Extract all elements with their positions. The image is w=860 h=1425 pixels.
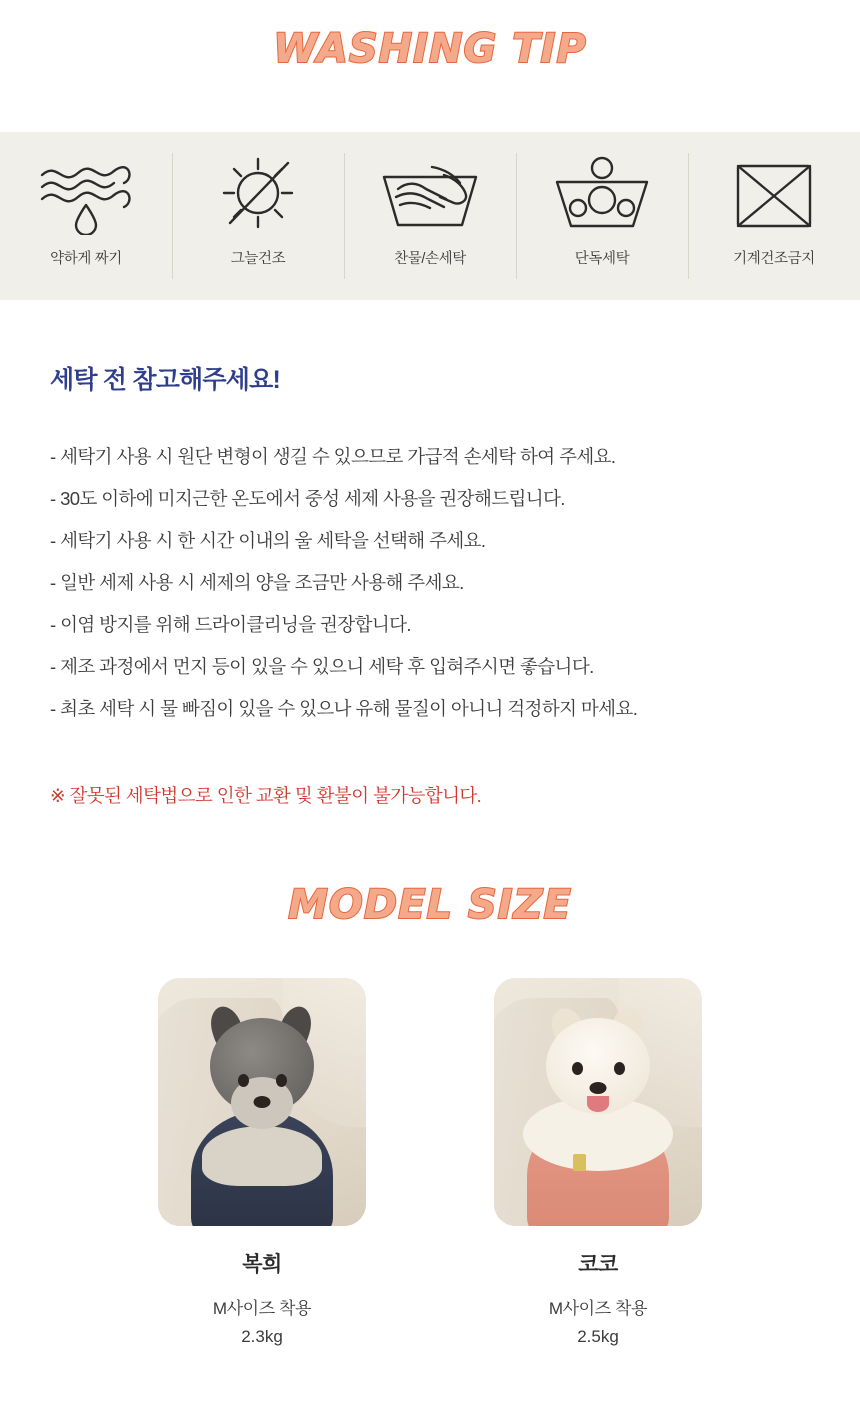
washing-icon-label: 단독세탁 <box>574 251 630 267</box>
washing-icon-strip <box>0 132 860 300</box>
model-card <box>494 978 702 1347</box>
washing-icon-label: 찬물/손세탁 <box>394 251 466 267</box>
washing-icon-cell-shade-dry <box>172 151 344 281</box>
note-item: - 제조 과정에서 먼지 등이 있을 수 있으니 세탁 후 입혀주시면 좋습니다. <box>50 656 594 677</box>
note-item: - 일반 세제 사용 시 세제의 양을 조금만 사용해 주세요. <box>50 572 464 593</box>
washing-icon-cell-separate-wash <box>516 151 688 281</box>
model-card <box>158 978 366 1347</box>
washing-icon-label: 약하게 짜기 <box>50 251 122 267</box>
model-weight: 2.3kg <box>241 1327 283 1346</box>
model-photo <box>158 978 366 1226</box>
gentle-wring-icon <box>28 151 144 237</box>
notes-heading: 세탁 전 참고해주세요! <box>50 366 280 394</box>
note-item: - 세탁기 사용 시 원단 변형이 생길 수 있으므로 가급적 손세탁 하여 주세요. <box>50 446 616 467</box>
washing-icon-cell-gentle-wring <box>0 151 172 281</box>
model-wear-size: M사이즈 착용 <box>212 1299 312 1318</box>
model-name: 복희 <box>242 1253 282 1276</box>
washing-icon-cell-hand-wash <box>344 151 516 281</box>
model-size-title: MODEL SIZE <box>288 882 572 928</box>
model-wear-size: M사이즈 착용 <box>548 1299 648 1318</box>
washing-icon-cell-no-machine-dry <box>688 151 860 281</box>
shade-dry-icon <box>210 151 306 237</box>
model-photo <box>494 978 702 1226</box>
warning-text: ※ 잘못된 세탁법으로 인한 교환 및 환불이 불가능합니다. <box>50 785 482 806</box>
note-item: - 30도 이하에 미지근한 온도에서 중성 세제 사용을 권장해드립니다. <box>50 488 565 509</box>
note-item: - 이염 방지를 위해 드라이클리닝을 권장합니다. <box>50 614 411 635</box>
no-machine-dry-icon <box>728 151 820 237</box>
model-name: 코코 <box>578 1253 618 1276</box>
separate-wash-icon <box>547 151 657 237</box>
note-item: - 최초 세탁 시 물 빠짐이 있을 수 있으나 유해 물질이 아니니 걱정하지 마세요. <box>50 698 638 719</box>
model-list <box>0 978 860 1347</box>
cold-hand-wash-icon <box>374 151 486 237</box>
model-weight: 2.5kg <box>577 1327 619 1346</box>
washing-icon-label: 그늘건조 <box>230 251 286 267</box>
notes-list <box>50 436 840 730</box>
washing-icon-label: 기계건조금지 <box>733 251 815 267</box>
note-item: - 세탁기 사용 시 한 시간 이내의 울 세탁을 선택해 주세요. <box>50 530 486 551</box>
washing-tip-title: WASHING TIP <box>273 26 587 72</box>
